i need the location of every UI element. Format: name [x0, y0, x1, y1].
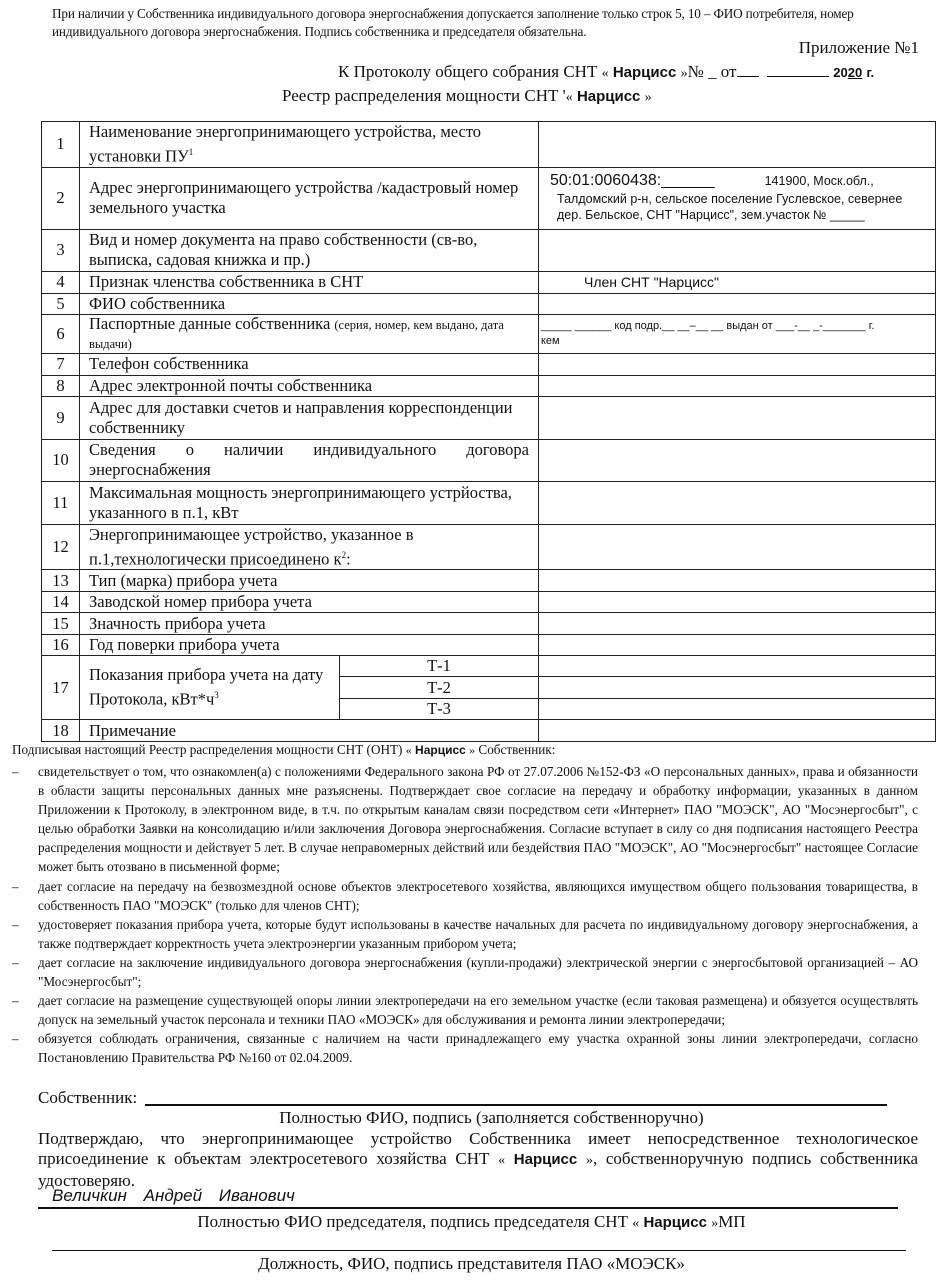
- snt-name: Нарцисс: [612, 64, 677, 81]
- protocol-prefix: К Протоколу общего собрания СНТ: [338, 62, 598, 81]
- note-field[interactable]: [539, 720, 936, 742]
- table-row: 14 Заводской номер прибора учета: [42, 592, 936, 613]
- consent-list: [12, 762, 918, 1068]
- meter-serial-field[interactable]: [539, 592, 936, 613]
- table-row: 3 Вид и номер документа на право собственности (св-во, выписка, садовая книжка и пр.): [42, 229, 936, 271]
- protocol-reference: К Протоколу общего собрания СНТ « Нарцисс »№ _ от 2020 г.: [338, 62, 875, 81]
- appendix-label: Приложение №1: [798, 38, 919, 57]
- dash-bullet-icon: –: [12, 764, 19, 779]
- tariff-t3-reading-field[interactable]: [539, 699, 936, 720]
- top-instruction-note: При наличии у Собственника индивидуального договора энергоснабжения допускается заполнение только строк 5, 10 – ФИО потребителя, номер индивидуального договора энергоснабжения. Подпись собственника и председателя обязательна.: [52, 6, 854, 39]
- moesk-signature-caption: Должность, ФИО, подпись представителя ПАО «МОЭСК»: [258, 1254, 685, 1273]
- protocol-day-field[interactable]: [737, 64, 759, 77]
- dash-bullet-icon: –: [12, 954, 19, 970]
- table-row: 9 Адрес для доставки счетов и направления корреспонденции собственнику: [42, 396, 936, 439]
- address-field[interactable]: 50:01:0060438:______ 141900, Моск.обл., Талдомский р-н, сельское поселение Гуслевское, севернее дер. Бельское, СНТ "Нарцисс", зем.участок № _____: [539, 167, 936, 229]
- phone-field[interactable]: [539, 353, 936, 375]
- meter-verification-year-field[interactable]: [539, 635, 936, 656]
- passport-field[interactable]: _____ ______ код подр.__ __–__ __ выдан от ___-__ _-_______ г. кем: [539, 314, 936, 353]
- consent-item: – обязуется соблюдать ограничения, связанные с наличием на части принадлежащего ему участка охранной зоны линии электропередачи, согласно Постановлению Правительства РФ №160 от 02.04.2009.: [12, 1029, 918, 1067]
- consent-item: – дает согласие на размещение существующей опоры линии электропередачи на его земельном участке (если таковая размещена) и обязуется осуществлять допуск на земельный участок персонала и техники ПАО «МОЭСК» для обслуживания и ремонта линии электропередачи;: [12, 991, 918, 1029]
- owner-name-field[interactable]: [539, 293, 936, 314]
- chair-signature-line: [38, 1207, 898, 1209]
- registry-title: Реестр распределения мощности СНТ '« Нарцисс »: [282, 86, 652, 105]
- consent-item: – дает согласие на передачу на безвозмездной основе объектов электросетевого хозяйства, являющихся имуществом общего пользования товарищества, в собственность ПАО "МОЭСК" (только для членов СНТ);: [12, 877, 918, 915]
- table-row: 1 Наименование энергопринимающего устройства, место установки $ПУ^1$: [42, 122, 936, 168]
- protocol-year-field[interactable]: 20: [847, 65, 863, 80]
- table-row: 12 Энергопринимающее устройство, указанное в п.1,технологически присоединено $к^2$:: [42, 524, 936, 570]
- max-power-field[interactable]: [539, 481, 936, 524]
- individual-contract-field[interactable]: [539, 439, 936, 481]
- dash-bullet-icon: –: [12, 1031, 19, 1047]
- tariff-t2-reading-field[interactable]: [539, 677, 936, 699]
- table-row: 13 Тип (марка) прибора учета: [42, 570, 936, 592]
- table-row: 10 Сведения о наличии индивидуального договора энергоснабжения: [42, 439, 936, 481]
- table-row: 11 Максимальная мощность энергопринимающего устрйоства, указанного в п.1, кВт: [42, 481, 936, 524]
- consent-item: – удостоверяет показания прибора учета, которые будут использованы в качестве начальных для расчета по индивидуальному договору энергоснабжения, а также подтверждает корректность учета электроэнергии указанным прибором учета;: [12, 915, 918, 953]
- table-row: 5 ФИО собственника: [42, 293, 936, 314]
- dash-bullet-icon: –: [12, 916, 19, 932]
- dash-bullet-icon: –: [12, 878, 19, 894]
- meter-digits-field[interactable]: [539, 613, 936, 635]
- meter-type-field[interactable]: [539, 570, 936, 592]
- snt-name: Нарцисс: [576, 88, 641, 105]
- table-row: 6 Паспортные данные собственника (серия, номер, кем выдано, дата выдачи) _____ ______ код подр.__ __–__ __ выдан от ___-__ _-_______ г. кем: [42, 314, 936, 353]
- protocol-number: № _ от: [687, 62, 737, 81]
- table-row: 7 Телефон собственника: [42, 353, 936, 375]
- protocol-month-field[interactable]: [767, 64, 829, 77]
- table-row: 18 Примечание: [42, 720, 936, 742]
- consent-item: – дает согласие на заключение индивидуального договора энергоснабжения (купли-продажи) электрической энергии с энергосбытовой организацией – АО "Мосэнергосбыт";: [12, 953, 918, 991]
- table-row: 8 Адрес электронной почты собственника: [42, 375, 936, 396]
- table-row: 2 Адрес энергопринимающего устройства /кадастровый номер земельного участка 50:01:0060438:______ 141900, Моск.обл., Талдомский р-н, сельское поселение Гуслевское, севернее дер. Бельское, СНТ "Нарцисс", зем.участок № _____: [42, 167, 936, 229]
- chair-signature-caption: Полностью ФИО председателя, подпись председателя СНТ « Нарцисс »МП: [197, 1212, 746, 1231]
- consent-intro: Подписывая настоящий Реестр распределения мощности СНТ (ОНТ) « Нарцисс » Собственник:: [12, 742, 556, 757]
- owner-signature-caption: Полностью ФИО, подпись (заполняется собственноручно): [279, 1108, 704, 1127]
- tariff-label-t1: Т-1: [340, 656, 539, 677]
- billing-address-field[interactable]: [539, 396, 936, 439]
- device-name-field[interactable]: [539, 122, 936, 168]
- chair-confirmation-text: Подтверждаю, что энергопринимающее устройство Собственника имеет непосредственное технологическое присоединение к объектам электросетевого хозяйства СНТ « Нарцисс », собственноручную подпись собственника удостоверяю.: [38, 1129, 918, 1190]
- consent-item: – свидетельствует о том, что ознакомлен(а) с положениями Федерального закона РФ от 27.07.2006 №152-ФЗ «О персональных данных», права и обязанности в области защиты персональных данных мне разъяснены. Подтверждает свое согласие на передачу и обработку информации, указанных в данном Приложении к Протоколу, в электронном виде, в т.ч. по открытым каналам связи посредством сети «Интернет» ПАО "МОЭСК", АО "Мосэнергосбыт", с целью обработки Заявки на консолидацию и/или заключения Договора энергоснабжения. Согласие вступает в силу со дня подписания настоящего Реестра распределения мощности и действует 5 лет. В случае неправомерных действий или бездействия ПАО "МОЭСК", АО "Мосэнергосбыт" настоящее Согласие может быть отозвано в письменной форме;: [12, 762, 918, 877]
- cadastral-number: 50:01:0060438:______: [550, 171, 715, 189]
- chair-name-field[interactable]: Величкин Андрей Иванович: [52, 1186, 295, 1205]
- table-row: 16 Год поверки прибора учета: [42, 635, 936, 656]
- connection-field[interactable]: [539, 524, 936, 570]
- ownership-doc-field[interactable]: [539, 229, 936, 271]
- table-row: 15 Значность прибора учета: [42, 613, 936, 635]
- membership-field[interactable]: Член СНТ "Нарцисс": [539, 271, 936, 293]
- moesk-signature-field[interactable]: [52, 1250, 906, 1251]
- table-row: 4 Признак членства собственника в СНТ Член СНТ "Нарцисс": [42, 271, 936, 293]
- tariff-label-t3: Т-3: [340, 699, 539, 720]
- dash-bullet-icon: –: [12, 993, 19, 1009]
- owner-signature-field[interactable]: [145, 1104, 887, 1106]
- table-row: 17 Показания прибора учета на дату Протокола, $кВт*ч^3$ Т-1: [42, 656, 936, 677]
- tariff-label-t2: Т-2: [340, 677, 539, 699]
- registry-table: [41, 121, 936, 742]
- email-field[interactable]: [539, 375, 936, 396]
- owner-signature-label: Собственник:: [38, 1088, 138, 1107]
- tariff-t1-reading-field[interactable]: [539, 656, 936, 677]
